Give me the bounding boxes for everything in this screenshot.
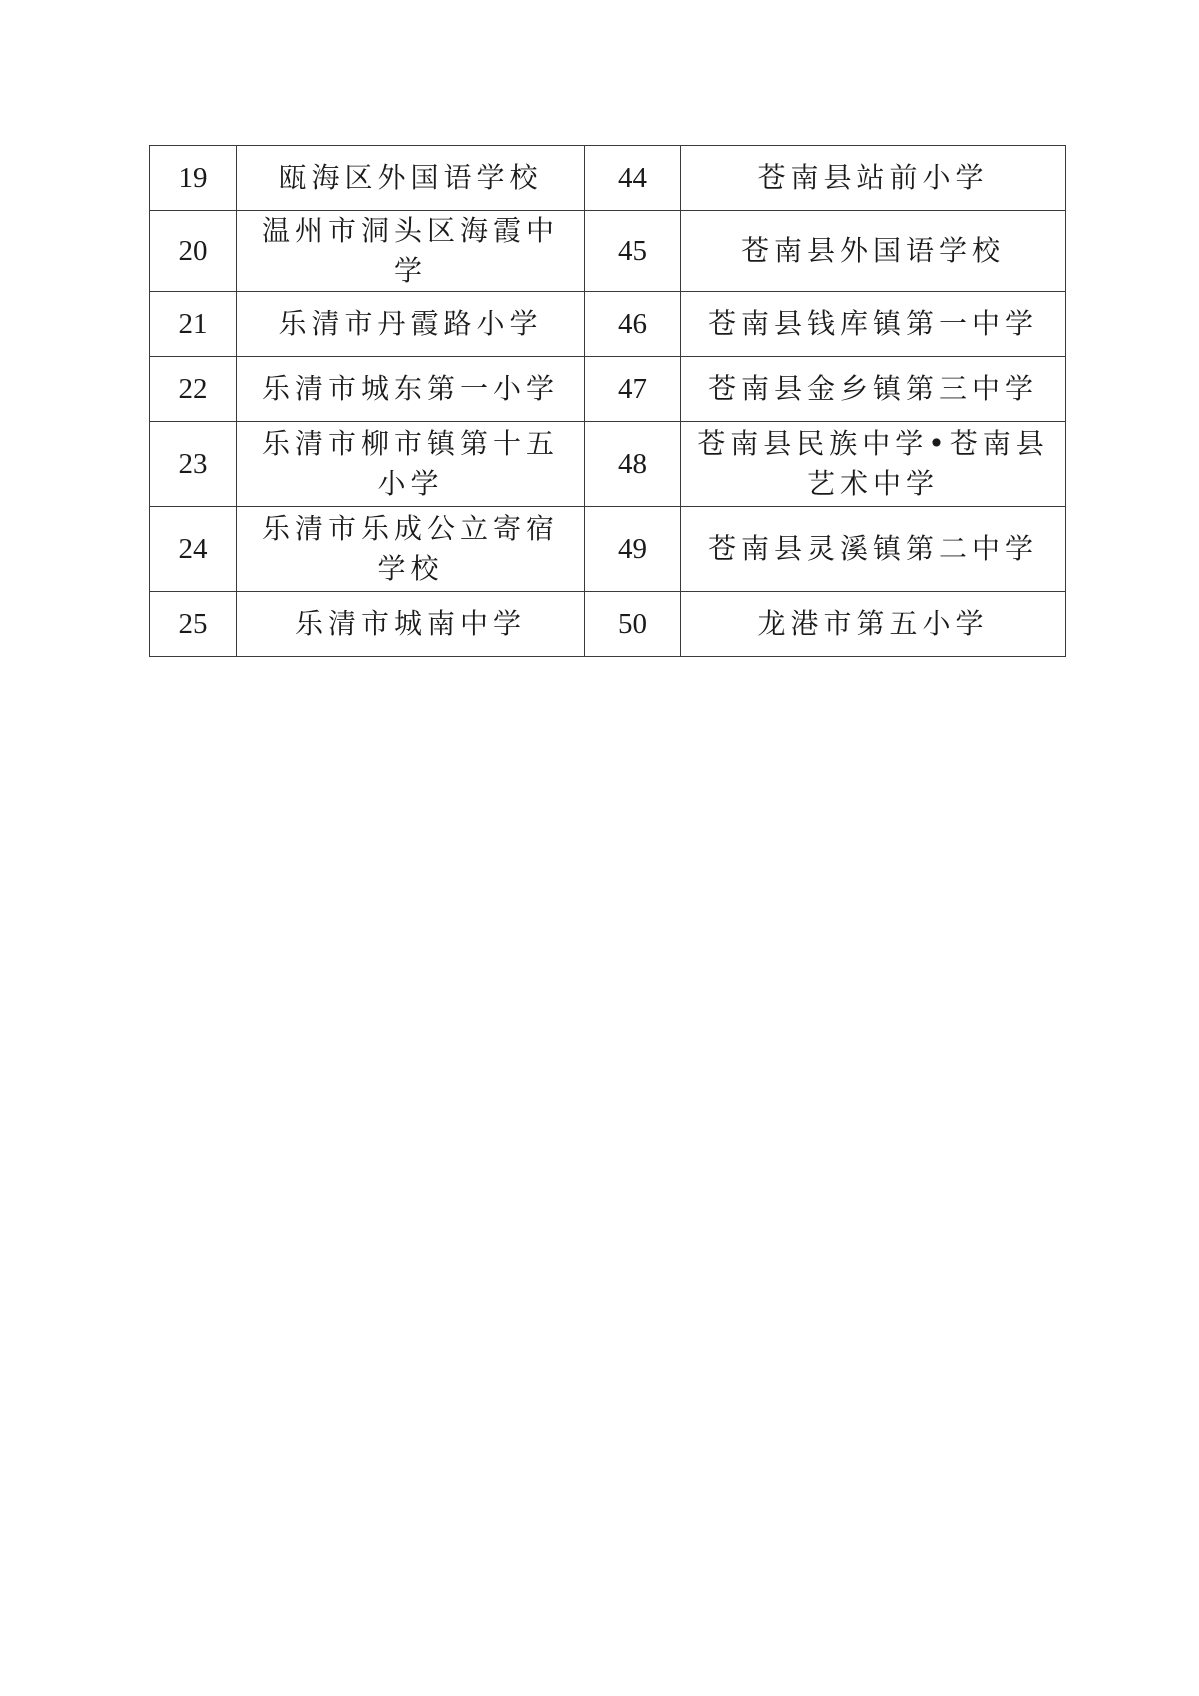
table-body xyxy=(150,146,1066,657)
row-number-left: 22 xyxy=(150,357,237,422)
school-name-left: 乐清市丹霞路小学 xyxy=(237,292,585,357)
table-row xyxy=(150,292,1066,357)
school-name-right: 苍南县站前小学 xyxy=(681,146,1066,211)
table-row xyxy=(150,507,1066,592)
school-name-right: 苍南县民族中学•苍南县艺术中学 xyxy=(681,422,1066,507)
row-number-right: 47 xyxy=(585,357,681,422)
row-number-left: 23 xyxy=(150,422,237,507)
school-name-right: 苍南县外国语学校 xyxy=(681,211,1066,292)
school-name-right: 龙港市第五小学 xyxy=(681,592,1066,657)
school-list-table xyxy=(149,145,1066,657)
table-row xyxy=(150,146,1066,211)
school-name-right: 苍南县灵溪镇第二中学 xyxy=(681,507,1066,592)
table-row xyxy=(150,592,1066,657)
school-name-left: 温州市洞头区海霞中学 xyxy=(237,211,585,292)
row-number-right: 44 xyxy=(585,146,681,211)
table-row xyxy=(150,422,1066,507)
row-number-left: 19 xyxy=(150,146,237,211)
school-name-right: 苍南县金乡镇第三中学 xyxy=(681,357,1066,422)
school-name-left: 乐清市城南中学 xyxy=(237,592,585,657)
school-name-left: 瓯海区外国语学校 xyxy=(237,146,585,211)
table-row xyxy=(150,357,1066,422)
row-number-left: 24 xyxy=(150,507,237,592)
school-name-right: 苍南县钱库镇第一中学 xyxy=(681,292,1066,357)
school-name-left: 乐清市乐成公立寄宿学校 xyxy=(237,507,585,592)
school-name-left: 乐清市柳市镇第十五小学 xyxy=(237,422,585,507)
row-number-left: 25 xyxy=(150,592,237,657)
school-name-left: 乐清市城东第一小学 xyxy=(237,357,585,422)
row-number-right: 48 xyxy=(585,422,681,507)
row-number-left: 20 xyxy=(150,211,237,292)
row-number-left: 21 xyxy=(150,292,237,357)
row-number-right: 50 xyxy=(585,592,681,657)
row-number-right: 49 xyxy=(585,507,681,592)
table-row xyxy=(150,211,1066,292)
row-number-right: 46 xyxy=(585,292,681,357)
row-number-right: 45 xyxy=(585,211,681,292)
